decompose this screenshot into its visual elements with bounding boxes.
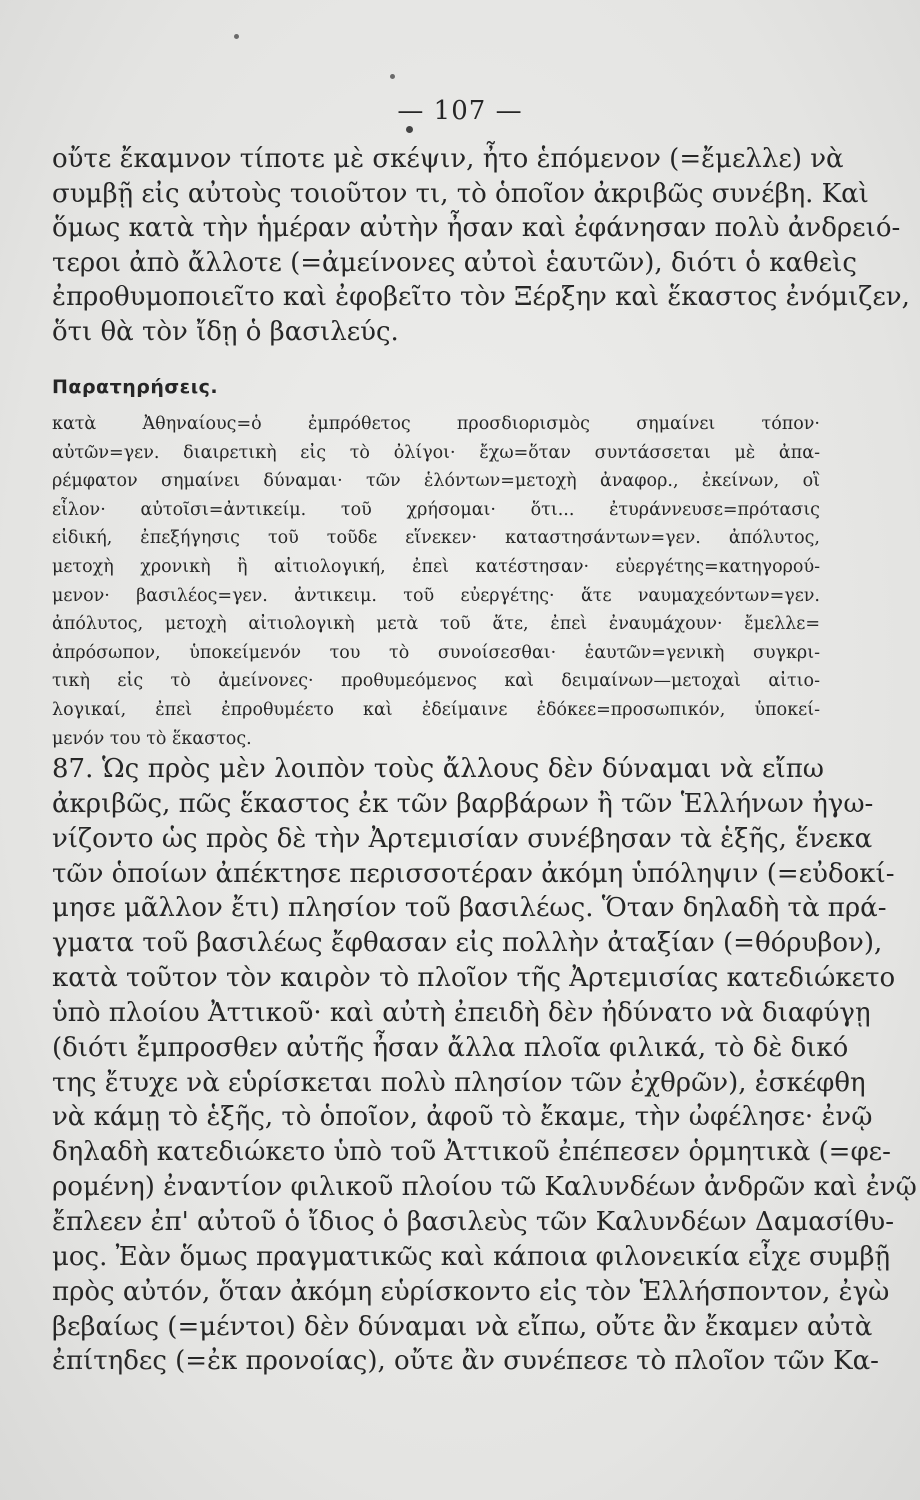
text-line: τεροι ἀπὸ ἄλλοτε (=ἀμείνονες αὐτοὶ ἑαυτῶν), διότι ὁ καθεὶς <box>52 247 857 278</box>
note-line: εἷλον· αὐτοῖσι=ἀντικείμ. τοῦ χρήσομαι· ὅτι... ἐτυράννευσε=πρότασις <box>52 499 820 520</box>
text-line: βεβαίως (=μέντοι) δὲν δύναμαι νὰ εἴπω, οὔτε ἂν ἔκαμεν αὐτὰ <box>52 1311 873 1342</box>
text-line: δηλαδὴ κατεδιώκετο ὑπὸ τοῦ Ἀττικοῦ ἐπέπεσεν ὁρμητικὰ (=φε- <box>52 1137 891 1168</box>
text-line: 87. Ὡς πρὸς μὲν λοιπὸν τοὺς ἄλλους δὲν δύναμαι νὰ εἴπω <box>52 754 824 784</box>
text-line: (διότι ἔμπροσθεν αὐτῆς ἦσαν ἄλλα πλοῖα φιλικά, τὸ δὲ δικό <box>52 1032 849 1063</box>
text-line: ὅμως κατὰ τὴν ἡμέραν αὐτὴν ἦσαν καὶ ἐφάνησαν πολὺ ἀνδρειό- <box>52 213 901 243</box>
text-line: γματα τοῦ βασιλέως ἔφθασαν εἰς πολλὴν ἀταξίαν (=θόρυβον), <box>52 928 883 959</box>
note-line: μενόν του τὸ ἕκαστος. <box>52 728 252 749</box>
text-line: μος. Ἐὰν ὅμως πραγματικῶς καὶ κάποια φιλονεικία εἶχε συμβῇ <box>52 1241 891 1272</box>
text-line: μησε μᾶλλον ἔτι) πλησίον τοῦ βασιλέως. Ὅταν δηλαδὴ τὰ πρά- <box>52 893 887 924</box>
text-line: ὅτι θὰ τὸν ἴδῃ ὁ βασιλεύς. <box>52 316 399 347</box>
notes-heading: Παρατηρήσεις. <box>52 376 219 398</box>
text-line: ἔπλεεν ἐπ' αὐτοῦ ὁ ἴδιος ὁ βασιλεὺς τῶν Καλυνδέων Δαμασίθυ- <box>52 1206 895 1237</box>
ink-speck <box>390 74 395 79</box>
ink-speck <box>234 34 239 39</box>
text-line: τῶν ὁποίων ἀπέκτησε περισσοτέραν ἀκόμη ὑπόληψιν (=εὐδοκί- <box>52 858 895 889</box>
note-line: μενον· βασιλέος=γεν. ἀντικειμ. τοῦ εὐεργέτης· ἅτε ναυμαχεόντων=γεν. <box>52 585 820 606</box>
text-line: ρομένη) ἐναντίον φιλικοῦ πλοίου τῶ Καλυνδέων ἀνδρῶν καὶ ἐνῷ <box>52 1172 917 1203</box>
text-line: ἐπροθυμοποιεῖτο καὶ ἐφοβεῖτο τὸν Ξέρξην καὶ ἕκαστος ἐνόμιζεν, <box>52 282 910 312</box>
text-line: της ἔτυχε νὰ εὑρίσκεται πολὺ πλησίον τῶν ἐχθρῶν), ἐσκέφθη <box>52 1067 866 1098</box>
note-line: αὐτῶν=γεν. διαιρετικὴ εἰς τὸ ὀλίγοι· ἔχω=ὅταν συντάσσεται μὲ ἀπα- <box>52 442 820 463</box>
text-line: ὑπὸ πλοίου Ἀττικοῦ· καὶ αὐτὴ ἐπειδὴ δὲν ἠδύνατο νὰ διαφύγῃ <box>52 997 871 1028</box>
note-line: ἀπρόσωπον, ὑποκείμενόν του τὸ συνοίσεσθαι· ἑαυτῶν=γενικὴ συγκρι- <box>52 642 820 663</box>
note-line: μετοχὴ χρονικὴ ἢ αἰτιολογική, ἐπεὶ κατέστησαν· εὐεργέτης=κατηγορού- <box>52 556 820 577</box>
text-line: οὔτε ἔκαμνον τίποτε μὲ σκέψιν, ἦτο ἑπόμενον (=ἔμελλε) νὰ <box>52 144 844 174</box>
note-line: τικὴ εἰς τὸ ἀμείνονες· προθυμεόμενος καὶ δειμαίνων—μετοχαὶ αἰτιο- <box>52 671 820 692</box>
main-paragraph <box>52 142 910 349</box>
text-line: ἐπίτηδες (=ἐκ προνοίας), οὔτε ἂν συνέπεσε τὸ πλοῖον τῶν Κα- <box>52 1346 879 1377</box>
note-line: κατὰ Ἀθηναίους=ὁ ἐμπρόθετος προσδιορισμὸς σημαίνει τόπον· <box>52 414 820 434</box>
notes-paragraph <box>52 410 820 753</box>
page-number: — 107 — <box>397 96 523 126</box>
ink-speck <box>406 126 413 133</box>
note-line: λογικαί, ἐπεὶ ἐπροθυμέετο καὶ ἐδείμαινε ἐδόκεε=προσωπικόν, ὑποκεί- <box>52 699 820 720</box>
text-line: συμβῇ εἰς αὐτοὺς τοιοῦτον τι, τὸ ὁποῖον ἀκριβῶς συνέβη. Καὶ <box>52 178 869 209</box>
text-line: νίζοντο ὡς πρὸς δὲ τὴν Ἀρτεμισίαν συνέβησαν τὰ ἑξῆς, ἕνεκα <box>52 823 873 854</box>
text-line: κατὰ τοῦτον τὸν καιρὸν τὸ πλοῖον τῆς Ἀρτεμισίας κατεδιώκετο <box>52 963 896 994</box>
text-line: πρὸς αὐτόν, ὅταν ἀκόμη εὑρίσκοντο εἰς τὸν Ἑλλήσποντον, ἐγὼ <box>52 1276 890 1307</box>
note-line: ἀπόλυτος, μετοχὴ αἰτιολογικὴ μετὰ τοῦ ἅτε, ἐπεὶ ἐναυμάχουν· ἔμελλε= <box>52 614 820 635</box>
text-line: νὰ κάμῃ τὸ ἑξῆς, τὸ ὁποῖον, ἀφοῦ τὸ ἔκαμε, τὴν ὠφέλησε· ἐνῷ <box>52 1102 873 1133</box>
section-87-paragraph <box>52 752 917 1379</box>
note-line: ρέμφατον σημαίνει δύναμαι· τῶν ἑλόντων=μετοχὴ ἀναφορ., ἐκείνων, οἳ <box>52 471 820 492</box>
text-line: ἀκριβῶς, πῶς ἕκαστος ἐκ τῶν βαρβάρων ἢ τῶν Ἑλλήνων ἠγω- <box>52 788 874 819</box>
note-line: εἰδική, ἐπεξήγησις τοῦ τοῦδε εἵνεκεν· καταστησάντων=γεν. ἀπόλυτος, <box>52 528 820 549</box>
